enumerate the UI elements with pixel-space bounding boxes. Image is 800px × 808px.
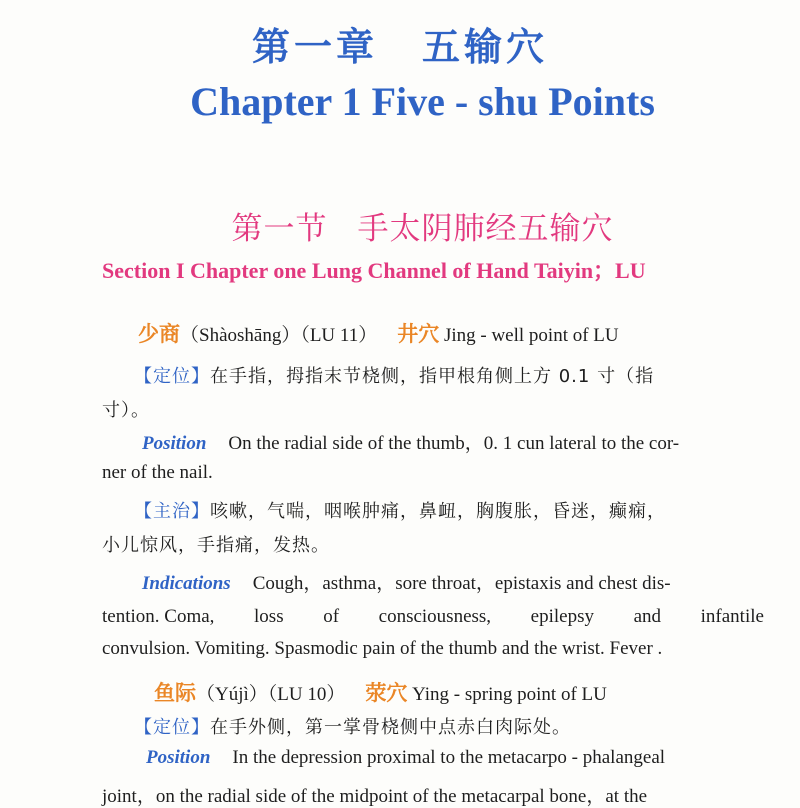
point-type-en: Jing - well point of LU: [443, 325, 619, 346]
indication-label: 【主治】: [134, 501, 210, 522]
chapter-number-cn: 第一章: [251, 25, 378, 69]
location-text: 在手外侧，第一掌骨桡侧中点赤白肉际处。: [210, 717, 571, 738]
chapter-title-en: Chapter 1 Five - shu Points: [190, 79, 655, 124]
point-pinyin: （Shàoshāng）（LU 11）: [180, 325, 378, 346]
point-heading: [154, 677, 607, 707]
location-text: 在手指，拇指末节桡侧，指甲根角侧上方 0.1 寸（指: [210, 366, 655, 387]
section-title-en: Section I Chapter one Lung Channel of Hand Taiyin；LU: [102, 258, 646, 283]
location-label: 【定位】: [134, 717, 210, 738]
point-name-cn: 少商: [138, 321, 180, 346]
location-label: 【定位】: [134, 366, 210, 387]
section-number-cn: 第一节: [231, 211, 328, 247]
indications-word: loss: [254, 606, 284, 627]
position-text: On the radial side of the thumb，0. 1 cun lateral to the cor-: [228, 433, 680, 454]
indications-line-justified: [102, 606, 764, 628]
location-line: [134, 713, 571, 739]
position-line-cont: ner of the nail.: [102, 462, 213, 483]
location-line: [134, 362, 654, 388]
indication-line-cont: 小儿惊风，手指痛，发热。: [102, 535, 330, 556]
indications-line: [142, 568, 671, 595]
point-name-cn: 鱼际: [154, 680, 196, 705]
indication-text: 咳嗽，气喘，咽喉肿痛，鼻衄，胸腹胀，昏迷，癫痫，: [210, 501, 666, 522]
chapter-title-cn: [0, 16, 800, 71]
indications-word: consciousness,: [378, 606, 492, 627]
chapter-name-cn: 五输穴: [422, 25, 549, 69]
indications-line-cont: convulsion. Vomiting. Spasmodic pain of the thumb and the wrist. Fever .: [102, 638, 663, 659]
section-title-cn: [0, 203, 800, 248]
indications-word: tention. Coma,: [102, 606, 215, 627]
point-heading: [138, 318, 619, 348]
point-pinyin: （Yújì）（LU 10）: [196, 684, 346, 705]
location-line-cont: 寸）。: [102, 400, 150, 421]
point-type-cn: 井穴: [397, 321, 440, 346]
indications-word: epilepsy: [530, 606, 594, 627]
indication-line: [134, 497, 666, 523]
position-text: In the depression proximal to the metacarpo - phalangeal: [232, 747, 666, 768]
point-type-cn: 荥穴: [365, 680, 408, 705]
indications-word: of: [323, 606, 340, 627]
indications-text: Cough，asthma，sore throat，epistaxis and chest dis-: [252, 573, 671, 594]
section-name-cn: 手太阴肺经五输穴: [357, 211, 614, 247]
position-label: Position: [146, 747, 211, 768]
point-type-en: Ying - spring point of LU: [412, 684, 607, 705]
position-label: Position: [142, 433, 207, 454]
position-line-cont: joint，on the radial side of the midpoint of the metacarpal bone，at the: [102, 786, 648, 807]
position-line: [146, 747, 665, 769]
position-line: [142, 428, 679, 455]
indications-label: Indications: [142, 573, 231, 594]
indications-word: and: [633, 606, 662, 627]
indications-word: infantile: [700, 606, 764, 627]
